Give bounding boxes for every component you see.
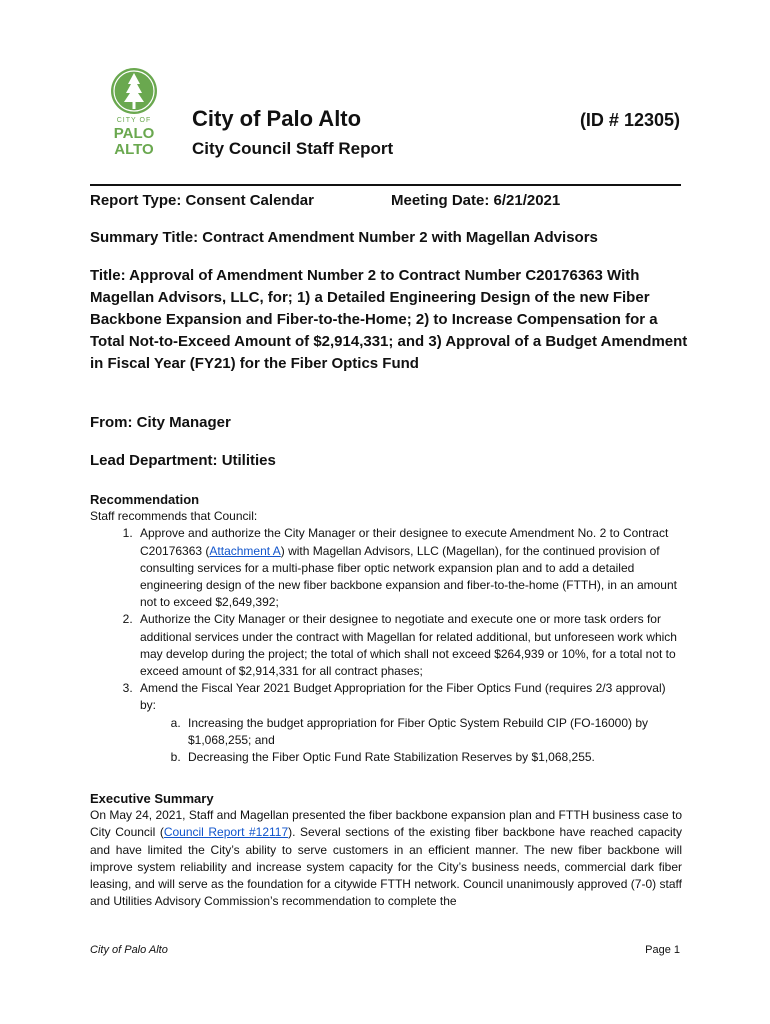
item3-text: Amend the Fiscal Year 2021 Budget Appropriation for the Fiber Optics Fund (requires 2/3 approval) by: (140, 681, 666, 713)
item1-text-after: ) with Magellan Advisors, LLC (Magellan), for the continued provision of consulting services for a multi-phase fiber optic network expansion plan and to add a detailed engineering design of the new fiber backbone expansion and fiber-to-the-home (FTTH), in an amount not to exceed $2,649,392; (140, 543, 677, 610)
exec-text-before: On May 24, 2021, Staff and Magellan presented the fiber backbone expansion plan and FTTH business case to City Council ( (90, 808, 682, 840)
recommendation-item-3a: a. Increasing the budget appropriation for Fiber Optic System Rebuild CIP (FO-16000) by $1,068,255; and (184, 715, 682, 749)
redwood-tree-icon (104, 66, 164, 116)
recommendation-sub-list (140, 715, 682, 767)
summary-title: Summary Title: Contract Amendment Number 2 with Magellan Advisors (90, 229, 598, 246)
lead-department: Lead Department: Utilities (90, 452, 276, 469)
footer-org: City of Palo Alto (90, 944, 168, 956)
recommendation-item-3b: b. Decreasing the Fiber Optic Fund Rate Stabilization Reserves by $1,068,255. (184, 749, 682, 766)
recommendation-heading: Recommendation (90, 492, 200, 507)
attachment-a-link[interactable]: Attachment A (209, 543, 281, 558)
logo-alto: ALTO (114, 141, 154, 158)
recommendation-item-3 (136, 680, 682, 766)
exec-text-after: ). Several sections of the existing fiber backbone have reached capacity and have limited the City’s ability to serve customers in an efficient manner. The new fiber backbone will improve system reliability and increase system capacity for the City’s business needs, commercial dark fiber leasing, and will serve as the foundation for a citywide FTTH network. Council unanimously approved (7-0) staff and Utilities Advisory Commission’s recommendation to complete the (90, 825, 682, 909)
org-name: City of Palo Alto (192, 106, 362, 131)
recommendation-item-1 (136, 525, 682, 611)
recommendation-item-2: 2. Authorize the City Manager or their designee to negotiate and execute one or more task orders for additional services under the contract with Magellan for related additional, but unforeseen work which may develop during the project; the total of which shall not exceed $264,939 or 10%, for a total not to exceed amount of $2,914,331 for all contract phases; (136, 611, 682, 680)
report-id: (ID # 12305) (579, 110, 680, 130)
city-logo (104, 66, 164, 160)
report-kind: City Council Staff Report (192, 139, 394, 158)
recommendation-list (90, 525, 682, 766)
council-report-link[interactable]: Council Report #12117 (163, 825, 289, 840)
item1-text-before: Approve and authorize the City Manager or their designee to execute Amendment No. 2 to Contract C20176363 ( (140, 526, 669, 558)
recommendation-intro: Staff recommends that Council: (90, 509, 258, 524)
executive-summary-heading: Executive Summary (90, 791, 214, 806)
meeting-date: Meeting Date: 6/21/2021 (391, 192, 561, 209)
executive-summary-text (90, 807, 682, 910)
logo-palo: PALO (113, 125, 155, 142)
page-number: Page 1 (645, 944, 680, 956)
from-line: From: City Manager (90, 414, 231, 431)
report-type: Report Type: Consent Calendar (90, 192, 314, 209)
logo-city-of: CITY OF (116, 117, 152, 124)
report-title: Title: Approval of Amendment Number 2 to Contract Number C20176363 With Magellan Advisors, LLC, for; 1) a Detailed Engineering Design of the new Fiber Backbone Expansion and Fiber-to-the-Home; 2) to Increase Compensation for a Total Not-to-Exceed Amount of $2,914,331; and 3) Approval of a Budget Amendment in Fiscal Year (FY21) for the Fiber Optics Fund (90, 267, 688, 372)
header-divider (90, 184, 681, 186)
executive-summary-section (90, 790, 682, 910)
recommendation-section (90, 491, 682, 766)
